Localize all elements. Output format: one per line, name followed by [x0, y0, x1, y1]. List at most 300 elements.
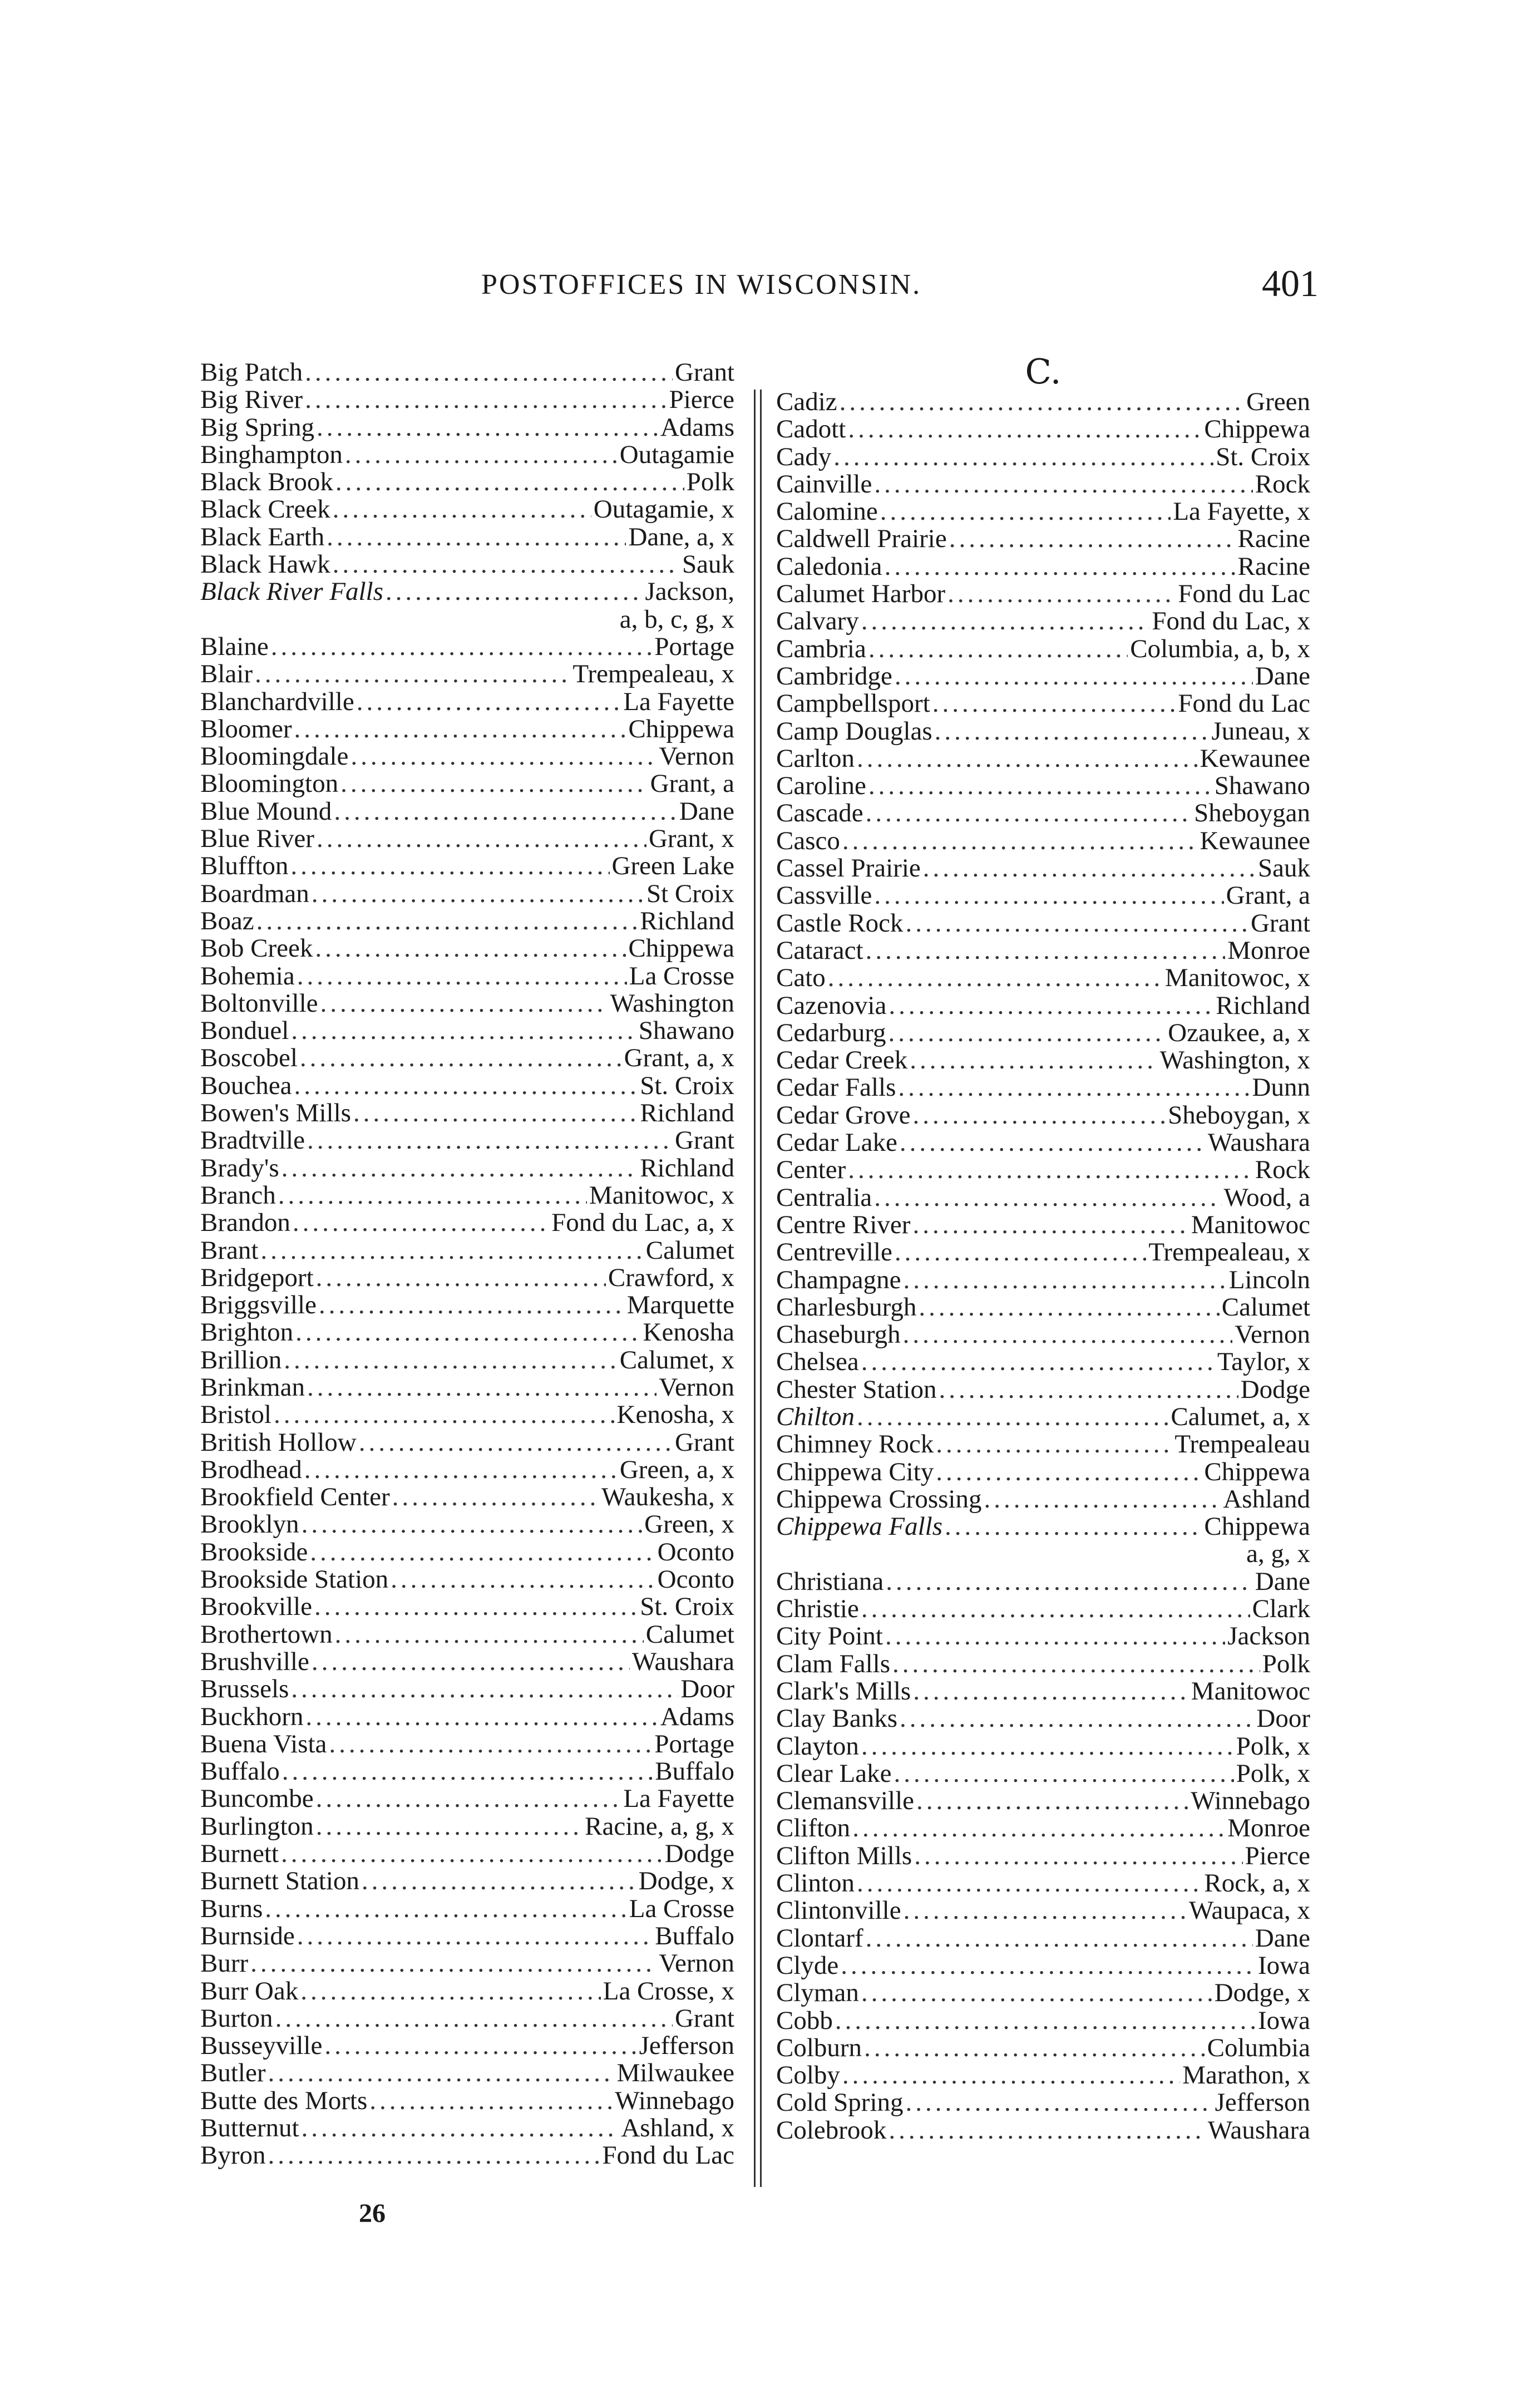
post-office-name: Bonduel — [200, 1017, 289, 1045]
leader-dots — [291, 1676, 678, 1703]
post-office-name: Cascade — [776, 800, 863, 827]
post-office-name: Brookville — [200, 1593, 313, 1621]
post-office-name: Cassville — [776, 882, 872, 910]
post-office-entry — [776, 1239, 1310, 1266]
county-name: Fond du Lac, a, x — [551, 1209, 734, 1237]
post-office-name: Busseyville — [200, 2032, 323, 2060]
post-office-name: Casco — [776, 827, 840, 855]
post-office-entry — [776, 800, 1310, 827]
county-name: Dodge — [664, 1840, 734, 1868]
leader-dots — [357, 688, 621, 716]
leader-dots — [874, 1184, 1221, 1211]
post-office-entry — [776, 2089, 1310, 2116]
leader-dots — [868, 636, 1128, 663]
post-office-entry — [200, 524, 734, 551]
post-office-entry — [776, 855, 1310, 882]
post-office-entry — [200, 1731, 734, 1758]
post-office-name: Calumet Harbor — [776, 580, 946, 608]
leader-dots — [305, 386, 667, 413]
county-name: Pierce — [669, 386, 734, 414]
county-name: Grant, a, x — [624, 1045, 734, 1072]
leader-dots — [866, 1925, 1253, 1952]
post-office-name: Chippewa City — [776, 1458, 934, 1486]
post-office-name: Boltonville — [200, 989, 318, 1018]
county-name: Vernon — [659, 743, 734, 771]
leader-dots — [874, 882, 1223, 909]
post-office-entry — [776, 1431, 1310, 1458]
post-office-entry — [200, 1785, 734, 1812]
leader-dots — [392, 1484, 599, 1511]
post-office-name: Calvary — [776, 608, 859, 636]
county-name: Manitowoc — [1191, 1211, 1310, 1239]
post-office-name: Chilton — [776, 1403, 855, 1431]
leader-dots — [861, 1733, 1234, 1760]
post-office-entry — [200, 716, 734, 743]
post-office-entry — [200, 1045, 734, 1072]
post-office-entry — [200, 1072, 734, 1100]
post-office-entry — [200, 661, 734, 688]
leader-dots — [369, 2087, 613, 2115]
county-name: Oconto — [657, 1538, 734, 1566]
leader-dots — [260, 1237, 643, 1264]
county-name: Kenosha, x — [616, 1401, 734, 1429]
county-name: Manitowoc, x — [589, 1181, 734, 1210]
post-office-entry — [200, 578, 734, 605]
leader-dots — [947, 580, 1176, 608]
county-name: Sauk — [682, 551, 734, 579]
post-office-name: Castle Rock — [776, 909, 904, 937]
leader-dots — [848, 1156, 1253, 1184]
post-office-name: Cainville — [776, 470, 872, 499]
post-office-entry — [776, 1705, 1310, 1732]
county-name: Sheboygan, x — [1168, 1101, 1310, 1130]
post-office-entry — [200, 633, 734, 661]
county-name: Dodge — [1240, 1376, 1310, 1403]
county-name: Washington — [610, 989, 734, 1018]
county-name: Richland — [640, 907, 734, 935]
county-name: Columbia — [1207, 2034, 1310, 2062]
post-office-entry — [776, 992, 1310, 1019]
post-office-name: Clark's Mills — [776, 1677, 911, 1706]
post-office-name: Cedar Grove — [776, 1101, 911, 1130]
post-office-entry — [200, 2087, 734, 2115]
county-name: Calumet, a, x — [1171, 1403, 1310, 1431]
right-column — [776, 351, 1310, 2144]
post-office-entry — [200, 359, 734, 386]
post-office-name: Chippewa Falls — [776, 1513, 942, 1541]
post-office-name: Cadott — [776, 416, 846, 444]
county-name: Iowa — [1258, 1952, 1310, 1980]
entry-continuation — [776, 1540, 1310, 1568]
post-office-entry — [200, 1484, 734, 1511]
county-name: a, b, c, g, x — [619, 605, 734, 633]
county-name: Portage — [654, 633, 734, 661]
post-office-entry — [200, 1840, 734, 1868]
post-office-name: Cassel Prairie — [776, 855, 921, 883]
leader-dots — [359, 1429, 673, 1456]
post-office-entry — [200, 1923, 734, 1950]
post-office-entry — [200, 1648, 734, 1676]
leader-dots — [857, 745, 1198, 772]
county-name: Buffalo — [655, 1922, 734, 1950]
leader-dots — [900, 1705, 1254, 1732]
leader-dots — [268, 2060, 614, 2087]
post-office-name: Chimney Rock — [776, 1431, 934, 1459]
post-office-entry — [776, 1211, 1310, 1239]
post-office-entry — [776, 1815, 1310, 1842]
county-name: Fond du Lac, x — [1152, 608, 1310, 636]
leader-dots — [310, 1539, 655, 1566]
post-office-name: Caldwell Prairie — [776, 525, 947, 553]
post-office-entry — [776, 1019, 1310, 1047]
post-office-name: Clinton — [776, 1870, 855, 1898]
leader-dots — [297, 1923, 653, 1950]
county-name: Chippewa — [1204, 1458, 1310, 1486]
leader-dots — [302, 1511, 643, 1538]
post-office-name: Cedar Creek — [776, 1047, 908, 1075]
county-name: Waukesha, x — [601, 1484, 734, 1511]
post-office-name: Bloomer — [200, 715, 292, 743]
post-office-name: Cold Spring — [776, 2089, 904, 2117]
leader-dots — [895, 663, 1253, 690]
leader-dots — [300, 1045, 622, 1072]
county-name: Marathon, x — [1182, 2062, 1310, 2090]
post-office-entry — [200, 2005, 734, 2032]
leader-dots — [304, 1456, 618, 1484]
post-office-name: Buckhorn — [200, 1703, 304, 1731]
post-office-name: Buffalo — [200, 1758, 280, 1786]
post-office-entry — [200, 825, 734, 853]
county-name: Oconto — [657, 1566, 734, 1594]
post-office-name: Brushville — [200, 1648, 309, 1676]
leader-dots — [282, 1155, 638, 1182]
county-name: Kewaunee — [1200, 745, 1310, 773]
post-office-name: Black Creek — [200, 496, 330, 524]
post-office-name: Clear Lake — [776, 1760, 892, 1788]
county-name: Washington, x — [1159, 1047, 1310, 1075]
county-name: Door — [680, 1676, 734, 1703]
county-name: Waushara — [1207, 1129, 1310, 1157]
post-office-name: Clintonville — [776, 1897, 901, 1925]
leader-dots — [861, 608, 1150, 635]
leader-dots — [919, 1294, 1219, 1321]
post-office-name: Charlesburgh — [776, 1293, 917, 1322]
leader-dots — [835, 2007, 1256, 2034]
leader-dots — [916, 1787, 1188, 1815]
post-office-entry — [776, 1102, 1310, 1129]
post-office-entry — [200, 1703, 734, 1731]
post-office-entry — [200, 743, 734, 770]
post-office-name: Black Brook — [200, 469, 333, 496]
post-office-entry — [776, 416, 1310, 443]
leader-dots — [895, 1239, 1147, 1266]
post-office-entry — [200, 2032, 734, 2060]
county-name: La Fayette — [623, 688, 734, 716]
leader-dots — [282, 1758, 653, 1785]
post-office-entry — [200, 2060, 734, 2087]
county-name: St Croix — [646, 880, 734, 908]
post-office-entry — [200, 1566, 734, 1593]
county-name: La Crosse — [629, 962, 734, 990]
county-name: Fond du Lac — [602, 2142, 734, 2170]
post-office-name: Cato — [776, 964, 826, 992]
post-office-name: Clyman — [776, 1979, 859, 2007]
post-office-entry — [776, 580, 1310, 608]
leader-dots — [305, 359, 673, 386]
county-name: St. Croix — [640, 1072, 734, 1100]
post-office-name: Clayton — [776, 1732, 859, 1760]
leader-dots — [904, 1897, 1187, 1924]
post-office-entry — [200, 1950, 734, 1977]
post-office-name: Caroline — [776, 772, 866, 800]
leader-dots — [314, 1593, 638, 1620]
county-name: Green — [1246, 388, 1310, 416]
post-office-name: Brillion — [200, 1346, 282, 1374]
county-name: Dane — [1255, 662, 1310, 691]
post-office-entry — [776, 608, 1310, 635]
post-office-entry — [776, 827, 1310, 855]
post-office-entry — [200, 880, 734, 908]
running-title: POSTOFFICES IN WISCONSIN. — [481, 269, 922, 300]
leader-dots — [312, 1648, 630, 1676]
county-name: Chippewa — [1204, 416, 1310, 444]
post-office-entry — [776, 1952, 1310, 1979]
post-office-name: Chelsea — [776, 1348, 859, 1376]
county-name: Door — [1256, 1705, 1310, 1733]
post-office-entry — [200, 1813, 734, 1840]
leader-dots — [334, 798, 677, 825]
leader-dots — [842, 2062, 1180, 2089]
leader-dots — [250, 1950, 657, 1977]
county-name: Kenosha — [643, 1319, 734, 1347]
leader-dots — [861, 1348, 1215, 1376]
county-name: Dunn — [1252, 1074, 1310, 1102]
post-office-entry — [200, 1978, 734, 2005]
post-office-name: Cedar Falls — [776, 1074, 896, 1102]
county-name: Marquette — [626, 1292, 734, 1319]
post-office-name: Colebrook — [776, 2116, 887, 2144]
county-name: Rock, a, x — [1204, 1870, 1310, 1898]
leader-dots — [885, 1623, 1225, 1650]
leader-dots — [842, 827, 1198, 855]
post-office-entry — [200, 1511, 734, 1538]
leader-dots — [949, 525, 1236, 553]
post-office-entry — [776, 444, 1310, 471]
leader-dots — [923, 855, 1256, 882]
leader-dots — [362, 1868, 636, 1895]
county-name: Racine — [1237, 553, 1310, 581]
leader-dots — [904, 1267, 1227, 1294]
post-office-entry — [200, 1209, 734, 1237]
leader-dots — [297, 963, 627, 990]
post-office-entry — [776, 1870, 1310, 1897]
leader-dots — [861, 1595, 1250, 1623]
post-office-name: Clemansville — [776, 1787, 915, 1815]
county-name: Calumet — [645, 1620, 734, 1648]
county-name: Richland — [640, 1100, 734, 1127]
leader-dots — [861, 1979, 1212, 2007]
county-name: Dodge, x — [1214, 1979, 1310, 2007]
post-office-name: Buena Vista — [200, 1730, 327, 1758]
post-office-entry — [200, 1429, 734, 1456]
post-office-name: Cady — [776, 443, 832, 471]
post-office-entry — [776, 2007, 1310, 2034]
county-name: Green, a, x — [619, 1456, 734, 1484]
leader-dots — [345, 441, 618, 469]
county-name: Dane, a, x — [628, 523, 734, 551]
leader-dots — [841, 1952, 1256, 1979]
county-name: Milwaukee — [616, 2060, 734, 2087]
post-office-entry — [776, 1047, 1310, 1074]
county-name: Dane — [1255, 1924, 1310, 1952]
leader-dots — [291, 1017, 636, 1045]
post-office-name: Cobb — [776, 2007, 833, 2034]
leader-dots — [898, 1074, 1250, 1101]
post-office-name: Bowen's Mills — [200, 1100, 351, 1127]
leader-dots — [886, 1568, 1253, 1595]
leader-dots — [281, 1840, 663, 1868]
county-name: Pierce — [1245, 1842, 1310, 1870]
leader-dots — [315, 935, 626, 962]
county-name: Racine — [1237, 525, 1310, 553]
county-name: Taylor, x — [1217, 1348, 1310, 1376]
post-office-name: Cedar Lake — [776, 1129, 897, 1157]
county-name: a, g, x — [1246, 1540, 1310, 1568]
county-name: Winnebago — [615, 2087, 734, 2115]
post-office-name: Brothertown — [200, 1620, 333, 1648]
leader-dots — [351, 743, 657, 770]
post-office-entry — [776, 772, 1310, 800]
leader-dots — [278, 1182, 587, 1209]
county-name: Sheboygan — [1194, 800, 1310, 827]
post-office-entry — [776, 1623, 1310, 1650]
post-office-entry — [200, 1456, 734, 1484]
leader-dots — [302, 2115, 619, 2142]
leader-dots — [319, 1292, 625, 1319]
post-office-entry — [776, 745, 1310, 772]
column-divider — [754, 390, 762, 2187]
leader-dots — [316, 1785, 621, 1812]
post-office-name: Boaz — [200, 907, 254, 935]
leader-dots — [866, 800, 1192, 827]
post-office-name: Cedarburg — [776, 1019, 886, 1047]
county-name: Polk, x — [1236, 1760, 1310, 1788]
post-office-name: Bouchea — [200, 1072, 292, 1100]
post-office-name: Blaine — [200, 633, 269, 661]
county-name: Polk — [1262, 1650, 1310, 1678]
post-office-entry — [776, 1595, 1310, 1623]
post-office-name: Bridgeport — [200, 1264, 314, 1292]
county-name: Columbia, a, b, x — [1130, 635, 1310, 663]
county-name: Green Lake — [611, 853, 734, 880]
post-office-name: Centreville — [776, 1239, 892, 1267]
post-office-name: Bristol — [200, 1401, 272, 1429]
post-office-entry — [776, 1294, 1310, 1321]
county-name: Manitowoc, x — [1164, 964, 1310, 992]
post-office-name: Bloomington — [200, 770, 339, 798]
county-name: Wood, a — [1223, 1184, 1310, 1211]
leader-dots — [316, 1264, 606, 1292]
leader-dots — [906, 2089, 1213, 2116]
county-name: Calumet — [1221, 1293, 1310, 1322]
entry-continuation — [200, 606, 734, 633]
county-name: Grant, a — [1226, 882, 1310, 910]
leader-dots — [255, 661, 570, 688]
county-name: Fond du Lac — [1178, 690, 1310, 718]
leader-dots — [320, 990, 608, 1017]
leader-dots — [889, 1019, 1166, 1047]
post-office-entry — [200, 1895, 734, 1923]
post-office-name: Butternut — [200, 2115, 299, 2142]
post-office-name: Binghampton — [200, 441, 343, 469]
post-office-entry — [200, 908, 734, 935]
leader-dots — [935, 718, 1210, 745]
post-office-name: Clontarf — [776, 1924, 863, 1952]
post-office-entry — [776, 388, 1310, 416]
post-office-name: Byron — [200, 2142, 266, 2170]
post-office-entry — [776, 1403, 1310, 1431]
county-name: Adams — [660, 1703, 734, 1731]
post-office-name: Chaseburgh — [776, 1321, 901, 1349]
post-office-entry — [776, 1156, 1310, 1184]
county-name: Trempealeau, x — [1148, 1239, 1310, 1267]
leader-dots — [386, 578, 643, 605]
county-name: Grant, a — [650, 770, 734, 798]
county-name: Richland — [1216, 992, 1310, 1019]
post-office-name: Burns — [200, 1895, 263, 1923]
post-office-name: Bluffton — [200, 853, 289, 880]
leader-dots — [984, 1486, 1221, 1513]
leader-dots — [290, 853, 609, 880]
leader-dots — [307, 1374, 657, 1401]
leader-dots — [294, 1072, 638, 1100]
post-office-name: Butte des Morts — [200, 2087, 368, 2115]
post-office-name: Blue River — [200, 825, 314, 853]
post-office-entry — [200, 1100, 734, 1127]
leader-dots — [391, 1566, 655, 1593]
post-office-name: Centralia — [776, 1184, 872, 1211]
post-office-entry — [200, 441, 734, 469]
post-office-name: Burlington — [200, 1812, 314, 1841]
post-office-entry — [200, 496, 734, 523]
county-name: Adams — [660, 413, 734, 441]
post-office-entry — [200, 1292, 734, 1319]
leader-dots — [848, 416, 1202, 443]
leader-dots — [866, 937, 1226, 964]
county-name: Dane — [679, 797, 734, 826]
leader-dots — [265, 1895, 626, 1923]
county-name: Rock — [1255, 1156, 1310, 1184]
county-name: Green, x — [644, 1511, 734, 1539]
post-office-entry — [200, 469, 734, 496]
leader-dots — [913, 1678, 1189, 1705]
leader-dots — [900, 1129, 1206, 1156]
post-office-entry — [200, 2142, 734, 2169]
county-name: Grant — [1250, 909, 1310, 937]
post-office-name: Camp Douglas — [776, 717, 932, 745]
county-name: Racine, a, g, x — [585, 1812, 734, 1841]
post-office-entry — [776, 1760, 1310, 1787]
leader-dots — [903, 1321, 1233, 1348]
post-office-entry — [200, 1127, 734, 1154]
leader-dots — [300, 1978, 601, 2005]
post-office-name: Cazenovia — [776, 992, 887, 1019]
county-name: Juneau, x — [1211, 717, 1310, 745]
post-office-entry — [200, 551, 734, 578]
post-office-entry — [200, 1319, 734, 1346]
county-name: Dane — [1255, 1568, 1310, 1596]
post-office-name: Black Hawk — [200, 551, 330, 579]
